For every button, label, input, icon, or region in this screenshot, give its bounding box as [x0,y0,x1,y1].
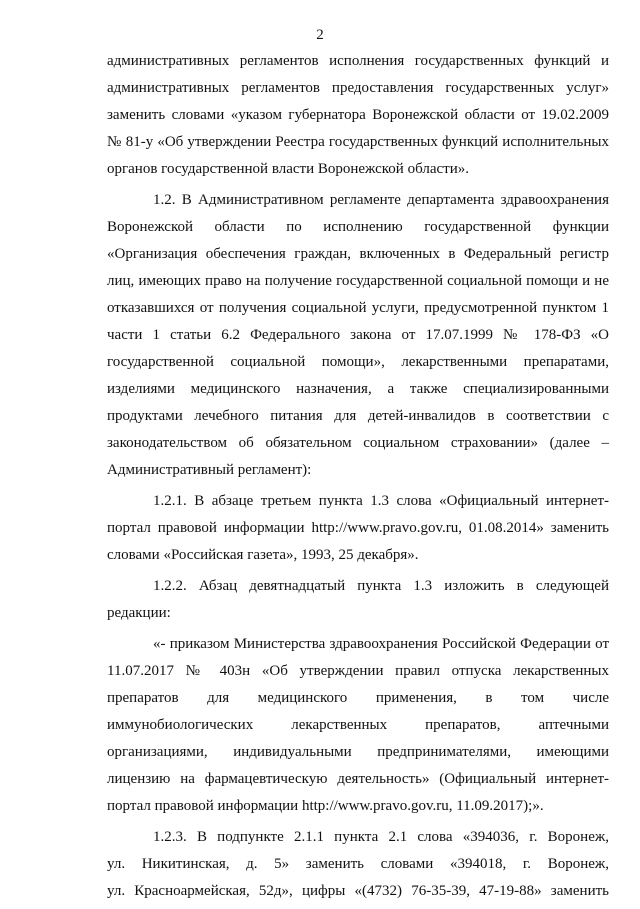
page-number: 2 [316,27,324,43]
paragraph-1-2-3 [107,824,609,905]
text-line: № 81-у «Об утверждении Реестра государственных функций исполнительных [107,134,609,150]
text-line: 1.2.1. В абзаце третьем пункта 1.3 слова «Официальный интернет- [153,493,609,509]
text-line: государственной социальной помощи», лекарственными препаратами, [107,354,609,370]
text-line: Административный регламент): [107,462,312,478]
text-line: изделиями медицинского назначения, а также специализированными [107,381,609,397]
text-line: ул. Никитинская, д. 5» заменить словами «394018, г. Воронеж, [107,856,609,872]
text-line: редакции: [107,605,171,621]
paragraph-quote [107,631,609,820]
document-body [107,48,609,909]
text-line: препаратов для медицинского применения, в том числе [107,690,609,706]
text-line: административных регламентов предоставления государственных услуг» [107,80,609,96]
text-line: Воронежской области по исполнению государственной функции [107,219,609,235]
text-line: иммунобиологических лекарственных препаратов, аптечными [107,717,609,733]
text-line: организациями, индивидуальными предпринимателями, имеющими [107,744,609,760]
text-line: заменить словами «указом губернатора Воронежской области от 19.02.2009 [107,107,609,123]
text-line: портал правовой информации http://www.pravo.gov.ru, 11.09.2017);». [107,798,544,814]
text-line: административных регламентов исполнения государственных функций и [107,53,609,69]
text-line: 1.2.2. Абзац девятнадцатый пункта 1.3 изложить в следующей [153,578,609,594]
text-line: части 1 статьи 6.2 Федерального закона от 17.07.1999 № 178-ФЗ «О [107,327,609,343]
text-line: портал правовой информации http://www.pravo.gov.ru, 01.08.2014» заменить [107,520,609,536]
text-line: лицензию на фармацевтическую деятельность» (Официальный интернет- [107,771,609,787]
text-line: продуктами лечебного питания для детей-инвалидов в соответствии с [107,408,609,424]
text-line: 11.07.2017 № 403н «Об утверждении правил отпуска лекарственных [107,663,609,679]
text-line: лиц, имеющих право на получение государственной социальной помощи и не [107,273,609,289]
text-line: 1.2. В Административном регламенте департамента здравоохранения [153,192,609,208]
text-line: 1.2.3. В подпункте 2.1.1 пункта 2.1 слова «394036, г. Воронеж, [153,829,609,845]
paragraph-1-2-1 [107,488,609,569]
paragraph-continuation [107,48,609,183]
text-line: органов государственной власти Воронежской области». [107,161,469,177]
text-line: «Организация обеспечения граждан, включенных в Федеральный регистр [107,246,609,262]
text-line: словами «Российская газета», 1993, 25 декабря». [107,547,419,563]
text-line: ул. Красноармейская, 52д», цифры «(4732) 76-35-39, 47-19-88» заменить [107,883,609,899]
paragraph-1-2 [107,187,609,484]
text-line: законодательством об обязательном социальном страховании» (далее – [107,435,609,451]
paragraph-1-2-2 [107,573,609,627]
text-line: «- приказом Министерства здравоохранения Российской Федерации от [153,636,609,652]
text-line: отказавшихся от получения социальной услуги, предусмотренной пунктом 1 [107,300,609,316]
